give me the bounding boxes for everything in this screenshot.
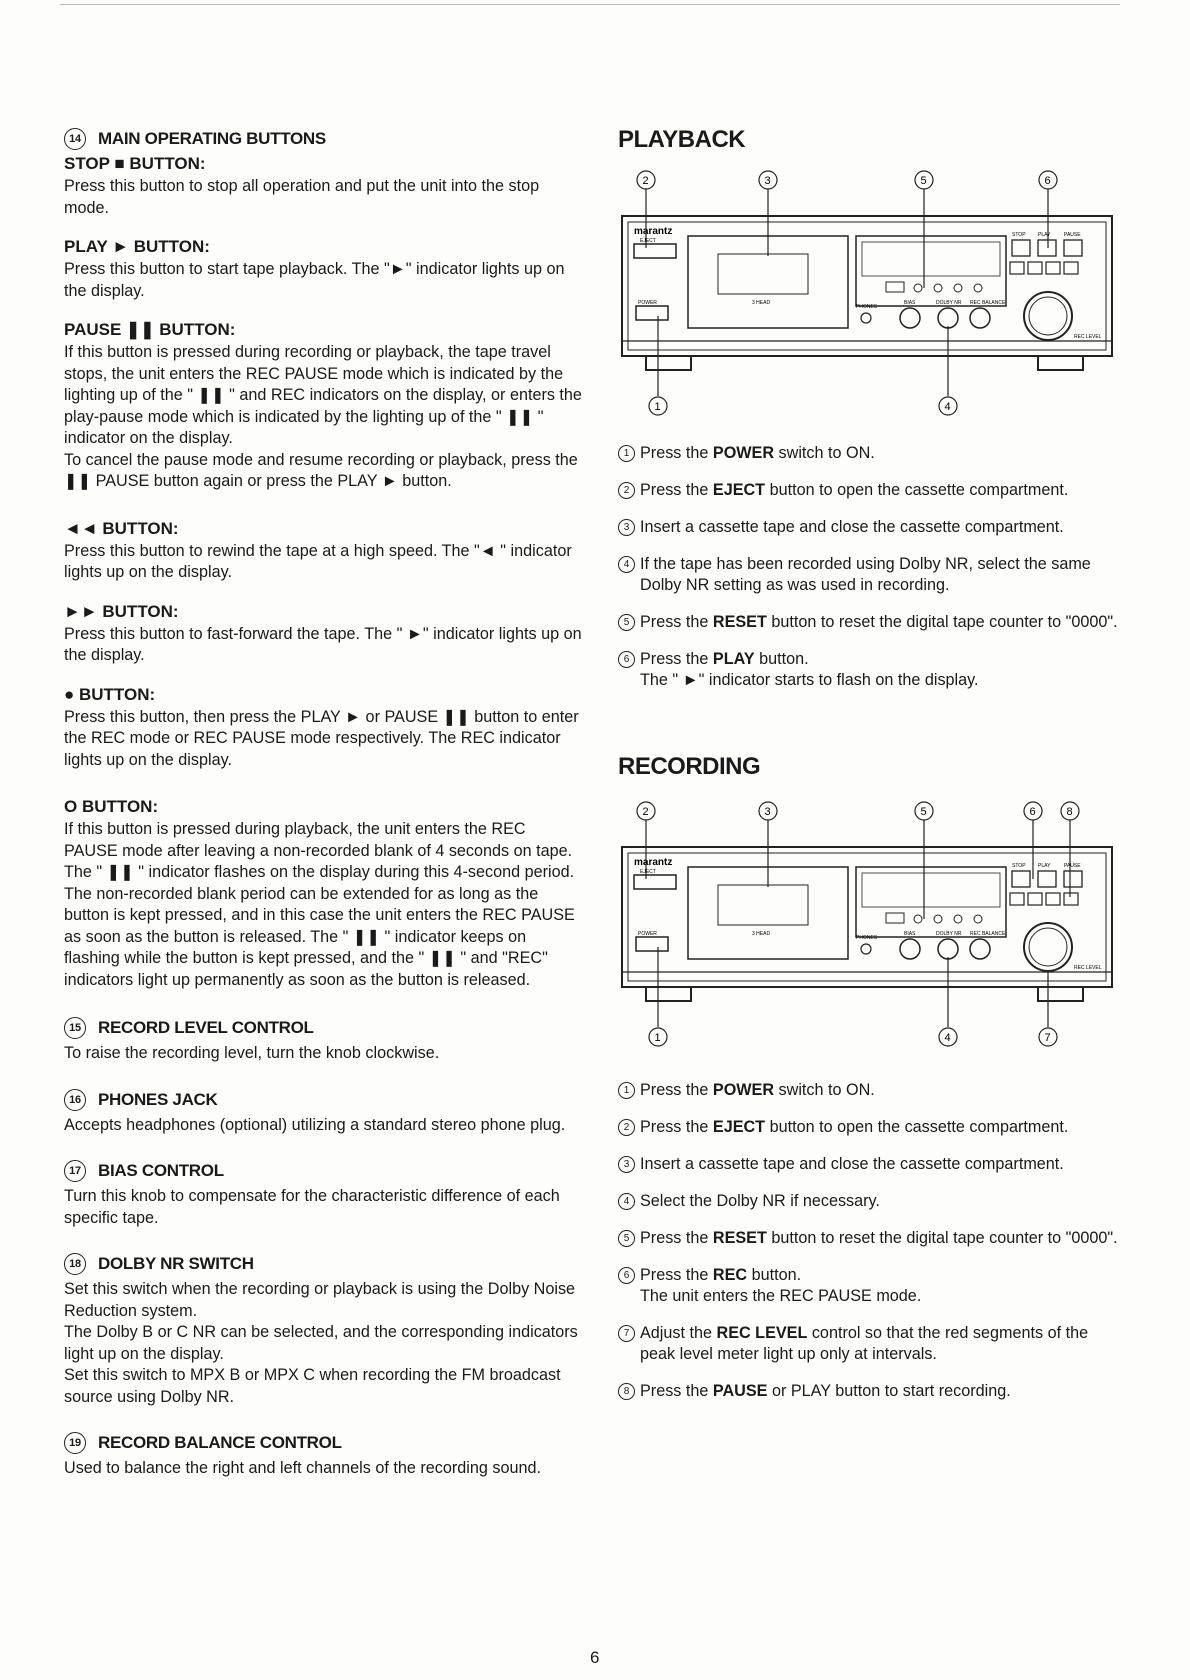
- number-badge: 16: [64, 1089, 86, 1111]
- recording-step-1: [618, 1080, 1118, 1101]
- control-knob: [900, 308, 920, 328]
- eject-button: [634, 875, 676, 889]
- transport-button: [1038, 240, 1056, 256]
- play-button-block: [64, 237, 582, 302]
- step-text: Press the PLAY button. The " ►" indicator starts to flash on the display.: [640, 650, 979, 689]
- cassette-window: [718, 885, 808, 925]
- callout-5-label: 5: [920, 175, 927, 187]
- section-title: BIAS CONTROL: [98, 1161, 224, 1180]
- step-number: 1: [618, 445, 635, 462]
- callout-4-label: 4: [944, 401, 951, 413]
- callout-6-label: 6: [1029, 806, 1036, 818]
- o-heading: O BUTTON:: [64, 797, 159, 816]
- step-text: Press the EJECT button to open the cassette compartment.: [640, 1118, 1069, 1136]
- small-button: [934, 915, 942, 923]
- phones-jack: [861, 313, 871, 323]
- pause-label: PAUSE: [1064, 232, 1081, 238]
- step-text: Press the POWER switch to ON.: [640, 444, 875, 462]
- phones-jack: [861, 944, 871, 954]
- phones-label: PHONES: [856, 304, 878, 310]
- section-text: To raise the recording level, turn the knob clockwise.: [64, 1044, 440, 1062]
- callout-2-label: 2: [642, 806, 649, 818]
- ff-text: Press this button to fast-forward the tape. The " ►" indicator lights up on the display.: [64, 624, 582, 664]
- stop-label: STOP: [1012, 232, 1026, 238]
- section-title: MAIN OPERATING BUTTONS: [98, 129, 326, 148]
- section-title: RECORD BALANCE CONTROL: [98, 1433, 342, 1452]
- playback-step-4: [618, 554, 1118, 596]
- rec-level-knob: [1024, 923, 1072, 971]
- step-text: Press the RESET button to reset the digital tape counter to "0000".: [640, 1229, 1118, 1247]
- display-screen: [862, 242, 1000, 276]
- playback-step-5: [618, 612, 1118, 633]
- step-text: Adjust the REC LEVEL control so that the red segments of the peak level meter light up only at intervals.: [640, 1324, 1089, 1363]
- step-number: 8: [618, 1383, 635, 1400]
- display-screen: [862, 873, 1000, 907]
- right-foot: [1038, 987, 1083, 1001]
- power-label: POWER: [638, 300, 657, 306]
- step-number: 6: [618, 651, 635, 668]
- recording-step-3: [618, 1154, 1118, 1175]
- section-19: [64, 1432, 582, 1480]
- deck-face: [628, 853, 1106, 981]
- play-label: PLAY: [1038, 863, 1051, 869]
- left-foot: [646, 987, 691, 1001]
- rec-level-knob: [1024, 292, 1072, 340]
- rewind-button-block: [64, 519, 582, 584]
- recording-step-6: [618, 1265, 1118, 1307]
- stop-label: STOP: [1012, 863, 1026, 869]
- transport-button: [1038, 871, 1056, 887]
- brand-logo: marantz: [634, 857, 673, 868]
- number-badge: 15: [64, 1017, 86, 1039]
- transport-button-lower: [1010, 893, 1024, 905]
- rewind-text: Press this button to rewind the tape at a high speed. The "◄ " indicator lights up on the display.: [64, 541, 572, 581]
- deck-face: [628, 222, 1106, 350]
- transport-button-lower: [1046, 893, 1060, 905]
- step-number: 2: [618, 1119, 635, 1136]
- transport-button: [1012, 240, 1030, 256]
- page-number: 6: [590, 1648, 600, 1667]
- callout-3-label: 3: [764, 806, 771, 818]
- rec-text: Press this button, then press the PLAY ► or PAUSE ❚❚ button to enter the REC mode or REC PAUSE mode respectively. The REC indicator lights up on the display.: [64, 707, 579, 769]
- section-title: RECORD LEVEL CONTROL: [98, 1018, 314, 1037]
- transport-button: [1012, 871, 1030, 887]
- recording-step-8: [618, 1381, 1118, 1402]
- o-button-block: [64, 797, 582, 991]
- transport-button-lower: [1064, 893, 1078, 905]
- pause-text-2: To cancel the pause mode and resume recording or playback, press the ❚❚ PAUSE button again or press the PLAY ► button.: [64, 450, 578, 490]
- dolby-label: DOLBY NR: [936, 300, 962, 306]
- step-text: Press the POWER switch to ON.: [640, 1081, 875, 1099]
- section-14-heading: [64, 128, 582, 150]
- callout-6-label: 6: [1044, 175, 1051, 187]
- callout-7-label: 7: [1044, 1032, 1051, 1044]
- stop-heading: STOP ■ BUTTON:: [64, 154, 206, 173]
- step-text: Insert a cassette tape and close the cassette compartment.: [640, 518, 1064, 536]
- step-text: Press the RESET button to reset the digital tape counter to "0000".: [640, 613, 1118, 631]
- eject-button: [634, 244, 676, 258]
- step-number: 7: [618, 1325, 635, 1342]
- step-number: 4: [618, 1193, 635, 1210]
- rec-button-block: [64, 685, 582, 772]
- recording-step-2: [618, 1117, 1118, 1138]
- number-badge: 19: [64, 1432, 86, 1454]
- section-text: Accepts headphones (optional) utilizing a standard stereo phone plug.: [64, 1115, 566, 1134]
- section-title: PHONES JACK: [98, 1089, 218, 1109]
- recording-steps: [618, 1080, 1118, 1402]
- control-knob: [970, 308, 990, 328]
- playback-title: PLAYBACK: [618, 126, 746, 153]
- recording-step-5: [618, 1228, 1118, 1249]
- play-text: Press this button to start tape playback. The "►" indicator lights up on the display.: [64, 260, 565, 300]
- section-17: [64, 1160, 582, 1229]
- recording-diagram: [618, 781, 1118, 1061]
- playback-steps: [618, 443, 1118, 691]
- step-number: 4: [618, 556, 635, 573]
- play-heading: PLAY ► BUTTON:: [64, 237, 210, 256]
- playback-step-2: [618, 480, 1118, 501]
- power-switch: [636, 937, 668, 951]
- playback-diagram: [618, 154, 1118, 424]
- section-18: [64, 1253, 582, 1408]
- recording-title: RECORDING: [618, 753, 761, 780]
- transport-button-lower: [1010, 262, 1024, 274]
- step-text: If the tape has been recorded using Dolby NR, select the same Dolby NR setting as was used in recording.: [640, 555, 1091, 594]
- small-button: [954, 915, 962, 923]
- playback-step-6: [618, 649, 1118, 691]
- callout-1-label: 1: [654, 1032, 661, 1044]
- eject-label: EJECT: [640, 238, 656, 244]
- step-number: 2: [618, 482, 635, 499]
- step-number: 3: [618, 1156, 635, 1173]
- section-text: Turn this knob to compensate for the characteristic difference of each specific tape.: [64, 1187, 560, 1227]
- transport-button-lower: [1028, 893, 1042, 905]
- rec-level-label: REC LEVEL: [1074, 965, 1102, 971]
- transport-button: [1064, 871, 1082, 887]
- section-16: [64, 1089, 582, 1137]
- timer-switch: [886, 913, 904, 923]
- pause-label: PAUSE: [1064, 863, 1081, 869]
- small-button: [914, 915, 922, 923]
- section-title: DOLBY NR SWITCH: [98, 1254, 254, 1273]
- transport-button: [1064, 240, 1082, 256]
- pause-button-block: [64, 320, 582, 493]
- section-text-2: The Dolby B or C NR can be selected, and the corresponding indicators light up on the display.: [64, 1323, 578, 1363]
- callout-1-label: 1: [654, 401, 661, 413]
- right-foot: [1038, 356, 1083, 370]
- control-knob: [970, 939, 990, 959]
- number-badge: 17: [64, 1160, 86, 1182]
- recording-step-7: [618, 1323, 1118, 1365]
- eject-label: EJECT: [640, 869, 656, 875]
- power-switch: [636, 306, 668, 320]
- small-button: [974, 915, 982, 923]
- power-label: POWER: [638, 931, 657, 937]
- callout-5-label: 5: [920, 806, 927, 818]
- number-badge: 14: [64, 128, 86, 150]
- balance-label: REC BALANCE: [970, 300, 1006, 306]
- phones-label: PHONES: [856, 935, 878, 941]
- left-column: [64, 128, 582, 1498]
- small-button: [934, 284, 942, 292]
- small-button: [974, 284, 982, 292]
- playback-step-1: [618, 443, 1118, 464]
- play-label: PLAY: [1038, 232, 1051, 238]
- transport-button-lower: [1064, 262, 1078, 274]
- rec-level-label: REC LEVEL: [1074, 334, 1102, 340]
- number-badge: 18: [64, 1253, 86, 1275]
- balance-label: REC BALANCE: [970, 931, 1006, 937]
- small-button: [914, 284, 922, 292]
- stop-button-block: [64, 154, 582, 219]
- callout-8-label: 8: [1066, 806, 1073, 818]
- cassette-window: [718, 254, 808, 294]
- bias-label: BIAS: [904, 300, 916, 306]
- transport-button-lower: [1028, 262, 1042, 274]
- step-number: 5: [618, 1230, 635, 1247]
- control-knob: [900, 939, 920, 959]
- brand-logo: marantz: [634, 226, 673, 237]
- transport-button-lower: [1046, 262, 1060, 274]
- step-number: 3: [618, 519, 635, 536]
- recording-step-4: [618, 1191, 1118, 1212]
- head-label: 3 HEAD: [752, 931, 771, 937]
- o-text: If this button is pressed during playback, the unit enters the REC PAUSE mode after leaving a non-recorded blank of 4 seconds on tape. The " ❚❚ " indicator flashes on the display during this 4-second period. The non-recorded blank period can be extended for as long as the button is kept pressed, and in this case the unit enters the REC PAUSE as soon as the button is released. The " ❚❚ " indicator keeps on flashing while the button is kept pressed, and the " ❚❚ " and "REC" indicators light up permanently as soon as the button is released.: [64, 820, 575, 989]
- left-foot: [646, 356, 691, 370]
- control-knob: [938, 939, 958, 959]
- section-15: [64, 1017, 582, 1065]
- ff-button-block: [64, 602, 582, 667]
- rec-level-knob-inner: [1029, 297, 1067, 335]
- callout-2-label: 2: [642, 175, 649, 187]
- top-rule: [60, 4, 1120, 5]
- pause-heading: PAUSE ❚❚ BUTTON:: [64, 320, 236, 339]
- display-panel: [856, 867, 1006, 937]
- step-number: 5: [618, 614, 635, 631]
- right-column: [618, 126, 1118, 1418]
- section-text: Set this switch when the recording or playback is using the Dolby Noise Reduction system.: [64, 1280, 576, 1320]
- timer-switch: [886, 282, 904, 292]
- playback-step-3: [618, 517, 1118, 538]
- callout-4-label: 4: [944, 1032, 951, 1044]
- step-text: Insert a cassette tape and close the cassette compartment.: [640, 1155, 1064, 1173]
- control-knob: [938, 308, 958, 328]
- step-number: 6: [618, 1267, 635, 1284]
- rewind-heading: ◄◄ BUTTON:: [64, 518, 179, 538]
- rec-heading: ● BUTTON:: [64, 684, 156, 704]
- step-number: 1: [618, 1082, 635, 1099]
- display-panel: [856, 236, 1006, 306]
- callout-3-label: 3: [764, 175, 771, 187]
- ff-heading: ►► BUTTON:: [64, 601, 179, 621]
- step-text: Press the REC button. The unit enters the REC PAUSE mode.: [640, 1266, 922, 1305]
- pause-text: If this button is pressed during recording or playback, the tape travel stops, the unit enters the REC PAUSE mode which is indicated by the lighting up of the " ❚❚ " and REC indicators on the display, or enters the play-pause mode which is indicated by the lighting up of the " ❚❚ " indicator on the display.: [64, 343, 582, 447]
- step-text: Press the EJECT button to open the cassette compartment.: [640, 481, 1069, 499]
- bias-label: BIAS: [904, 931, 916, 937]
- rec-level-knob-inner: [1029, 928, 1067, 966]
- small-button: [954, 284, 962, 292]
- head-label: 3 HEAD: [752, 300, 771, 306]
- section-text-3: Set this switch to MPX B or MPX C when recording the FM broadcast source using Dolby NR.: [64, 1366, 561, 1406]
- step-text: Select the Dolby NR if necessary.: [640, 1192, 880, 1210]
- section-text: Used to balance the right and left channels of the recording sound.: [64, 1459, 541, 1477]
- step-text: Press the PAUSE or PLAY button to start recording.: [640, 1382, 1011, 1400]
- dolby-label: DOLBY NR: [936, 931, 962, 937]
- stop-text: Press this button to stop all operation and put the unit into the stop mode.: [64, 177, 540, 217]
